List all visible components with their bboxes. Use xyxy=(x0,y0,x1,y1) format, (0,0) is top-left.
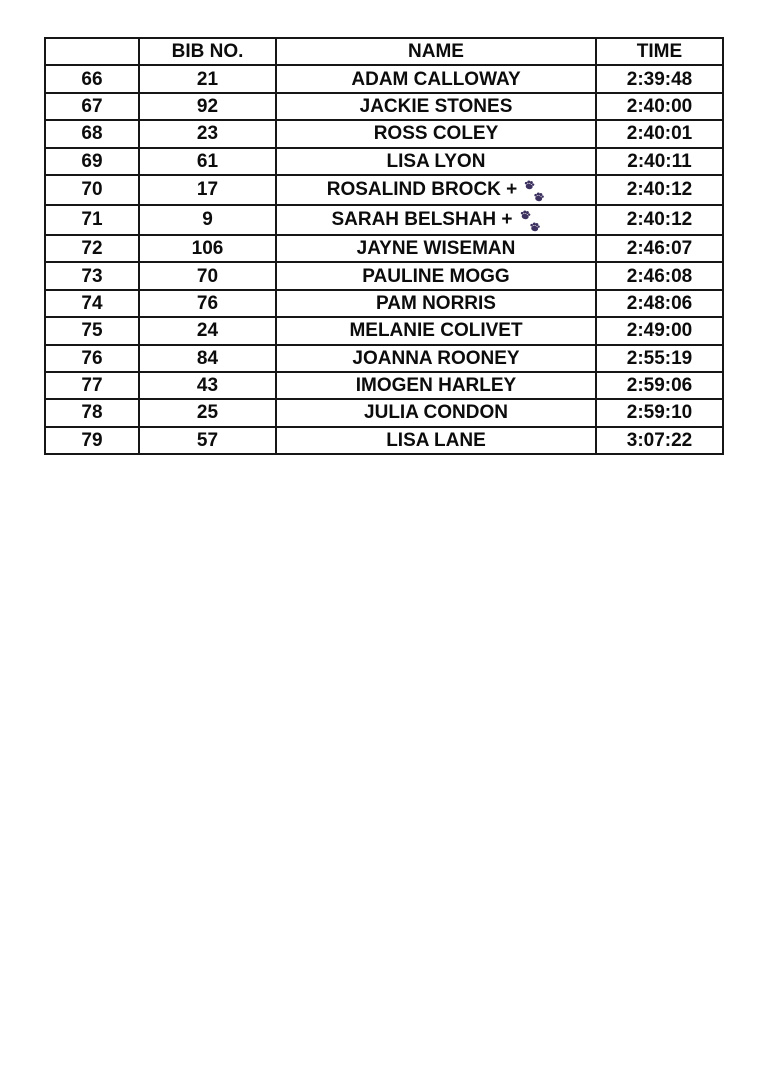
bib-cell: 23 xyxy=(139,120,276,147)
paw-prints-icon xyxy=(520,209,541,234)
time-cell: 2:40:01 xyxy=(596,120,723,147)
bib-cell: 25 xyxy=(139,399,276,426)
table-row xyxy=(45,399,723,426)
time-cell: 2:59:10 xyxy=(596,399,723,426)
position-cell: 70 xyxy=(45,175,139,205)
paw-prints-icon xyxy=(524,179,545,204)
position-cell: 78 xyxy=(45,399,139,426)
time-cell: 2:55:19 xyxy=(596,345,723,372)
table-row xyxy=(45,345,723,372)
position-cell: 79 xyxy=(45,427,139,454)
bib-cell: 21 xyxy=(139,65,276,92)
table-row xyxy=(45,65,723,92)
table-row xyxy=(45,175,723,205)
time-cell: 2:59:06 xyxy=(596,372,723,399)
name-cell xyxy=(276,205,596,235)
runner-name: SARAH BELSHAH + xyxy=(331,209,513,231)
table-row xyxy=(45,427,723,454)
bib-cell: 84 xyxy=(139,345,276,372)
time-cell: 2:46:07 xyxy=(596,235,723,262)
bib-cell: 24 xyxy=(139,317,276,344)
table-row xyxy=(45,205,723,235)
name-cell: LISA LANE xyxy=(276,427,596,454)
position-cell: 73 xyxy=(45,262,139,289)
name-cell: JULIA CONDON xyxy=(276,399,596,426)
name-cell: JAYNE WISEMAN xyxy=(276,235,596,262)
table-row xyxy=(45,317,723,344)
position-cell: 71 xyxy=(45,205,139,235)
header-name: NAME xyxy=(276,38,596,65)
name-cell: MELANIE COLIVET xyxy=(276,317,596,344)
name-cell: ROSS COLEY xyxy=(276,120,596,147)
header-position xyxy=(45,38,139,65)
name-cell xyxy=(276,175,596,205)
bib-cell: 57 xyxy=(139,427,276,454)
table-header-row xyxy=(45,38,723,65)
position-cell: 77 xyxy=(45,372,139,399)
time-cell: 2:40:12 xyxy=(596,175,723,205)
runner-name: ROSALIND BROCK + xyxy=(326,179,518,201)
table-row xyxy=(45,290,723,317)
position-cell: 69 xyxy=(45,148,139,175)
position-cell: 68 xyxy=(45,120,139,147)
position-cell: 72 xyxy=(45,235,139,262)
time-cell: 2:40:00 xyxy=(596,93,723,120)
bib-cell: 92 xyxy=(139,93,276,120)
bib-cell: 61 xyxy=(139,148,276,175)
name-cell: JACKIE STONES xyxy=(276,93,596,120)
position-cell: 67 xyxy=(45,93,139,120)
table-row xyxy=(45,372,723,399)
bib-cell: 43 xyxy=(139,372,276,399)
name-cell: PAM NORRIS xyxy=(276,290,596,317)
bib-cell: 106 xyxy=(139,235,276,262)
time-cell: 2:46:08 xyxy=(596,262,723,289)
results-body xyxy=(45,65,723,454)
position-cell: 75 xyxy=(45,317,139,344)
name-cell: ADAM CALLOWAY xyxy=(276,65,596,92)
time-cell: 2:48:06 xyxy=(596,290,723,317)
header-time: TIME xyxy=(596,38,723,65)
time-cell: 2:40:12 xyxy=(596,205,723,235)
header-bib: BIB NO. xyxy=(139,38,276,65)
position-cell: 74 xyxy=(45,290,139,317)
name-cell: IMOGEN HARLEY xyxy=(276,372,596,399)
table-row xyxy=(45,148,723,175)
position-cell: 76 xyxy=(45,345,139,372)
bib-cell: 70 xyxy=(139,262,276,289)
position-cell: 66 xyxy=(45,65,139,92)
time-cell: 2:49:00 xyxy=(596,317,723,344)
bib-cell: 76 xyxy=(139,290,276,317)
table-row xyxy=(45,262,723,289)
bib-cell: 17 xyxy=(139,175,276,205)
name-cell: LISA LYON xyxy=(276,148,596,175)
table-row xyxy=(45,120,723,147)
time-cell: 3:07:22 xyxy=(596,427,723,454)
time-cell: 2:39:48 xyxy=(596,65,723,92)
name-cell: JOANNA ROONEY xyxy=(276,345,596,372)
table-row xyxy=(45,235,723,262)
time-cell: 2:40:11 xyxy=(596,148,723,175)
bib-cell: 9 xyxy=(139,205,276,235)
name-cell: PAULINE MOGG xyxy=(276,262,596,289)
results-table xyxy=(44,37,724,455)
table-row xyxy=(45,93,723,120)
